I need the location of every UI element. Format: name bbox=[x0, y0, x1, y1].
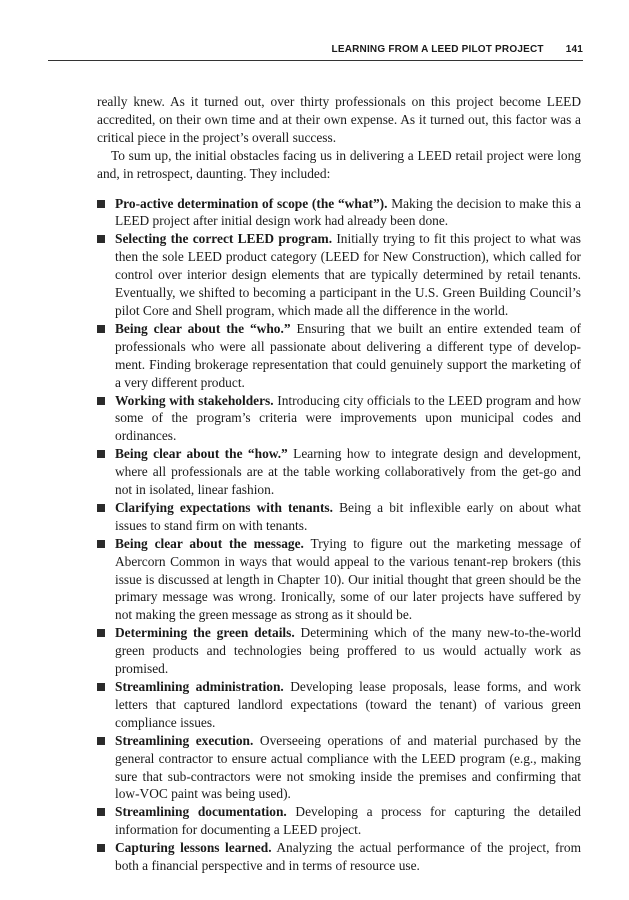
square-bullet-icon bbox=[97, 325, 105, 333]
running-head-title: LEARNING FROM A LEED PILOT PROJECT bbox=[331, 44, 544, 55]
item-heading: Determining the green details. bbox=[115, 625, 295, 641]
item-heading: Streamlining execution. bbox=[115, 732, 254, 748]
obstacle-list bbox=[97, 195, 581, 875]
item-text: Analyzing the actual performance of the project, from both a financial perspective and in terms of resource use. bbox=[115, 840, 581, 874]
item-text: Being a bit inflexible early on about what issues to stand firm on with tenants. bbox=[115, 499, 582, 533]
item-heading: Being clear about the “who.” bbox=[115, 320, 291, 336]
item-heading: Streamlining documentation. bbox=[115, 804, 287, 820]
item-heading: Capturing lessons learned. bbox=[115, 840, 272, 856]
page-number: 141 bbox=[565, 44, 583, 55]
list-item bbox=[97, 320, 581, 392]
item-heading: Working with stakeholders. bbox=[115, 392, 274, 408]
square-bullet-icon bbox=[97, 235, 105, 243]
item-text: Making the decision to make this a LEED project after initial design work had already been done. bbox=[115, 195, 581, 229]
square-bullet-icon bbox=[97, 200, 105, 208]
square-bullet-icon bbox=[97, 397, 105, 405]
list-item bbox=[97, 195, 581, 231]
square-bullet-icon bbox=[97, 450, 105, 458]
square-bullet-icon bbox=[97, 737, 105, 745]
list-item bbox=[97, 535, 581, 625]
list-item bbox=[97, 499, 581, 535]
item-heading: Being clear about the “how.” bbox=[115, 446, 288, 462]
list-item bbox=[97, 732, 581, 804]
item-text: Developing a process for capturing the detailed information for documenting a LEED project. bbox=[115, 804, 581, 838]
item-text: Learning how to integrate design and development, where all professionals are at the table working collaboratively from the get-go and not in isolated, linear fashion. bbox=[115, 446, 581, 498]
item-text: Overseeing operations of and material purchased by the general contractor to ensure actual compliance with the LEED program (e.g., making sure that sub-contractors were not smoking inside the premises and confirming that low-VOC paint was being used). bbox=[115, 732, 581, 802]
item-heading: Being clear about the message. bbox=[115, 535, 304, 551]
list-item bbox=[97, 445, 581, 499]
square-bullet-icon bbox=[97, 808, 105, 816]
running-head bbox=[48, 44, 583, 61]
paragraph: really knew. As it turned out, over thirty professionals on this project become LEED accredited, on their own time and at their own expense. As it turned out, this factor was a critical piece in the project’s overall success. bbox=[97, 94, 581, 145]
square-bullet-icon bbox=[97, 540, 105, 548]
item-heading: Streamlining administration. bbox=[115, 679, 284, 694]
list-item bbox=[97, 624, 581, 678]
item-text: Trying to figure out the marketing message of Abercorn Common in ways that would appeal to the various tenant-rep brokers (this issue is discussed at length in Chapter 10). Our initial thought that green should be the primary message was wrong. Ironically, some of our later projects have suffered by not making the green message as strong as it should be. bbox=[115, 535, 581, 623]
square-bullet-icon bbox=[97, 629, 105, 637]
item-text: Ensuring that we built an entire extended team of professionals who were all passionate about delivering a different type of development. Finding brokerage representation that could genuinely support the marketing of a very different product. bbox=[115, 320, 581, 390]
item-heading: Selecting the correct LEED program. bbox=[115, 231, 333, 247]
item-heading: Clarifying expectations with tenants. bbox=[115, 499, 333, 515]
list-item bbox=[97, 803, 581, 839]
list-item bbox=[97, 392, 581, 446]
paragraph-intro: To sum up, the initial obstacles facing us in delivering a LEED retail project were long and, in retrospect, daunting. They included: bbox=[97, 147, 581, 181]
body-text bbox=[97, 93, 581, 875]
square-bullet-icon bbox=[97, 683, 105, 691]
item-text: Introducing city officials to the LEED program and how some of the program’s criteria were improvements upon municipal codes and ordinances. bbox=[115, 392, 581, 444]
list-item bbox=[97, 230, 581, 320]
square-bullet-icon bbox=[97, 844, 105, 852]
item-heading: Pro-active determination of scope (the “what”). bbox=[115, 195, 388, 211]
item-text: Initially trying to fit this project to what was then the sole LEED product category (LEED for New Construction), which called for control over interior design elements that are typically determined by retail tenants. Eventually, we shifted to becoming a participant in the U.S. Green Building Council’s pilot Core and Shell program, which made all the difference in the world. bbox=[115, 231, 581, 318]
square-bullet-icon bbox=[97, 504, 105, 512]
item-text: Developing lease proposals, lease forms, and work letters that captured landlord expectations (toward the tenant) of various green compliance issues. bbox=[115, 679, 581, 730]
item-text: Determining which of the many new-to-the-world green products and technologies being proffered to us would actually work as promised. bbox=[115, 625, 581, 677]
list-item bbox=[97, 839, 581, 875]
list-item bbox=[97, 678, 581, 732]
